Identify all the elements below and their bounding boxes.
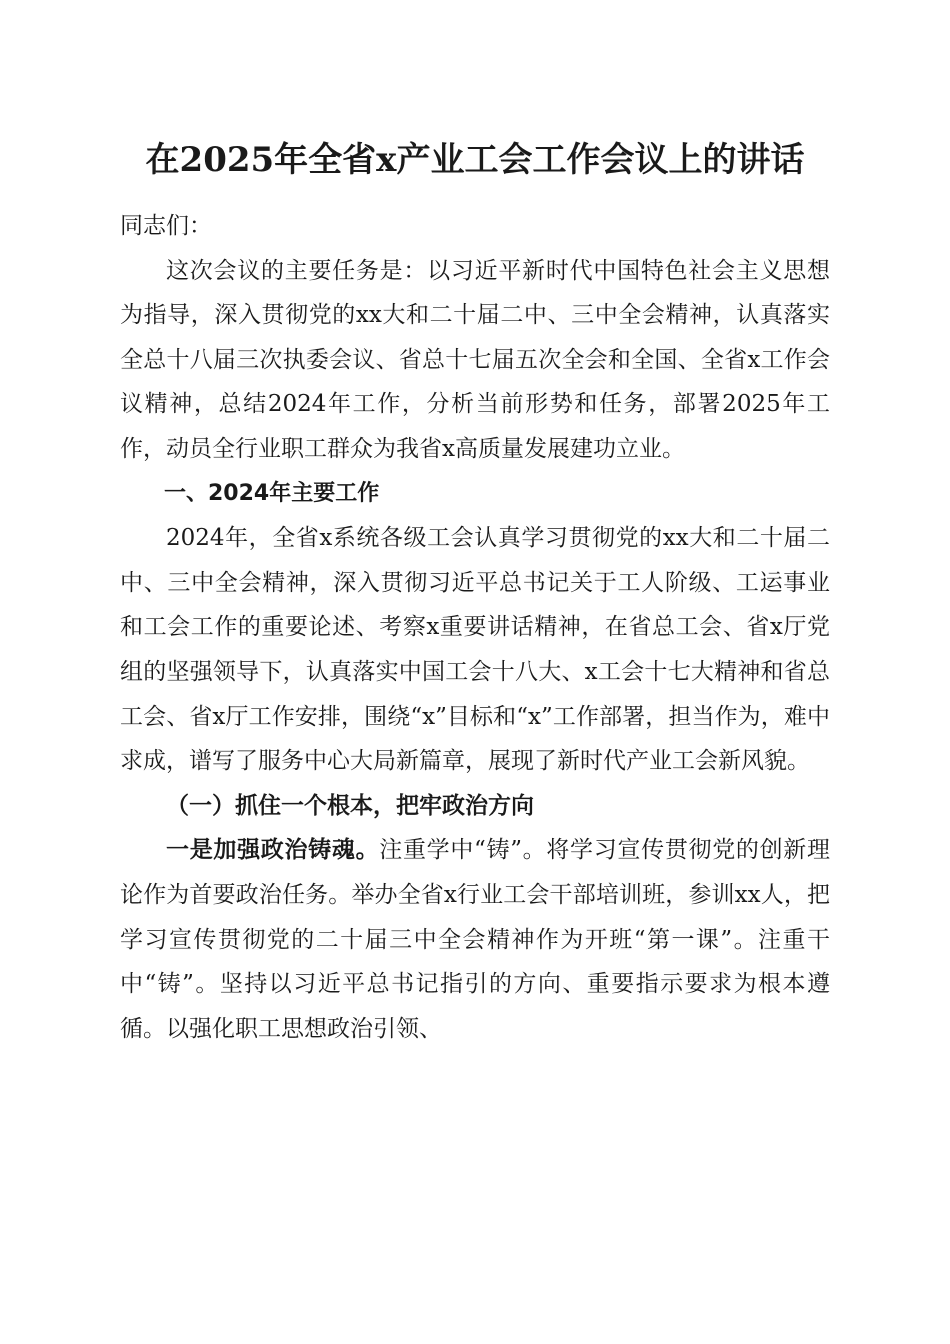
section-heading-1: 一、2024年主要工作: [164, 480, 380, 506]
document-body: [120, 204, 830, 1051]
point-1-text: 注重学中“铸”。将学习宣传贯彻党的创新理论作为首要政治任务。举办全省x行业工会干部培训班，参训xx人，把学习宣传贯彻党的二十届三中全会精神作为开班“第一课”。注重干中“铸”。坚持以习近平总书记指引的方向、重要指示要求为根本遵循。以强化职工思想政治引领、: [120, 837, 830, 1042]
document-title: 在2025年全省x产业工会工作会议上的讲话: [145, 140, 805, 180]
intro-paragraph: 这次会议的主要任务是：以习近平新时代中国特色社会主义思想为指导，深入贯彻党的xx大和二十届二中、三中全会精神，认真落实全总十八届三次执委会议、省总十七届五次全会和全国、全省x工作会议精神，总结2024年工作，分析当前形势和任务，部署2025年工作，动员全行业职工群众为我省x高质量发展建功立业。: [120, 257, 830, 462]
section-1-paragraph: 2024年，全省x系统各级工会认真学习贯彻党的xx大和二十届二中、三中全会精神，深入贯彻习近平总书记关于工人阶级、工运事业和工会工作的重要论述、考察x重要讲话精神，在省总工会、省x厅党组的坚强领导下，认真落实中国工会十八大、x工会十七大精神和省总工会、省x厅工作安排，围绕“x”目标和“x”工作部署，担当作为，难中求成，谱写了服务中心大局新篇章，展现了新时代产业工会新风貌。: [120, 525, 830, 775]
salutation: 同志们：: [120, 213, 212, 239]
point-1-paragraph: [120, 828, 830, 1051]
subsection-heading-1: （一）抓住一个根本，把牢政治方向: [166, 791, 534, 819]
point-1-lead: 一是加强政治铸魂。: [166, 836, 380, 864]
